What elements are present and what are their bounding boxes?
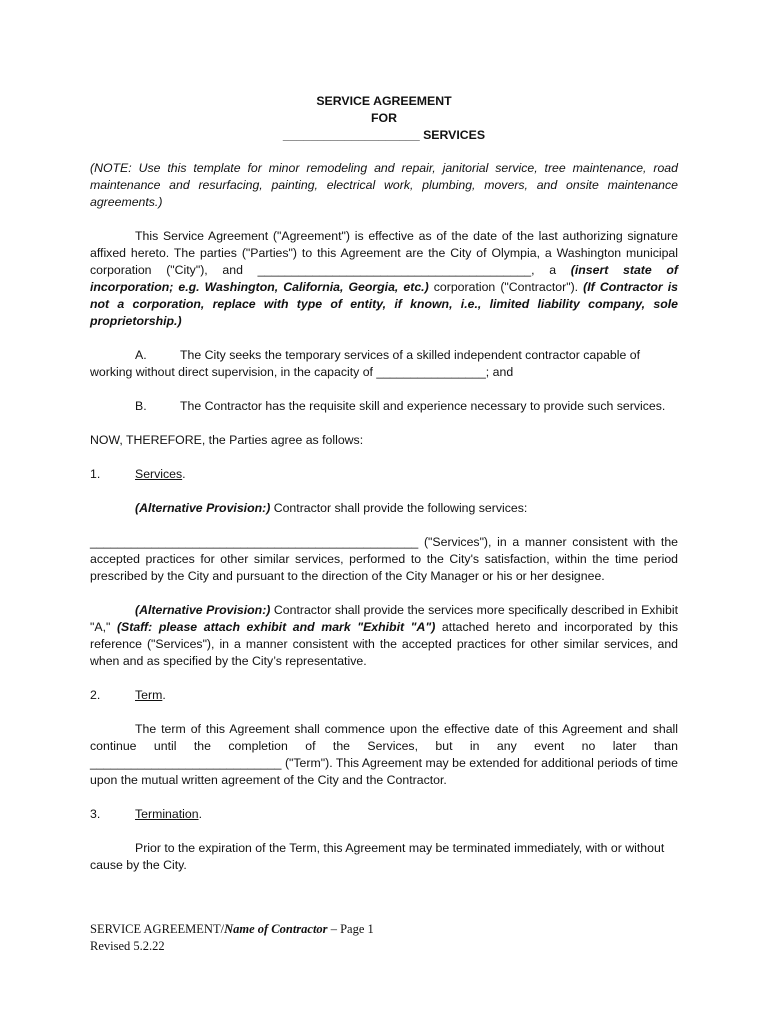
section-1-alternative-2 [90,602,678,670]
intro-text-1: This Service Agreement ("Agreement") is effective as of the date of the last authorizing signature affixed hereto. The parties ("Parties") to this Agreement are the City of Olympia, a Washington municipal corporation ("City"), and ________________________________________, a [90,229,678,277]
title-line-3: ____________________ SERVICES [282,128,486,142]
document-body [90,93,678,874]
alt-provision-2-label: (Alternative Provision:) [135,603,271,617]
recital-b-letter: B. [135,399,147,413]
alt-provision-2-text-2: attached hereto and incorporated by this reference ("Services"), in a manner consistent with the accepted practices for other similar services, and when and as specified by the City’s representative. [90,620,678,668]
footer-revised: Revised 5.2.22 [90,939,165,953]
footer-line-1 [90,921,374,938]
template-note: (NOTE: Use this template for minor remodeling and repair, janitorial service, tree maintenance, road maintenance and resurfacing, painting, electrical work, plumbing, movers, and onsite maintenance agreements.) [90,161,678,209]
section-1-alternative-1 [90,500,678,517]
section-2-body: The term of this Agreement shall commence upon the effective date of this Agreement and shall continue until the completion of the Services, but in any event no later than ____________________________ ("Term"). This Agreement may be extended for additional periods of time upon the mutual written agreement of the City and the Contractor. [90,722,678,787]
intro-paragraph [90,228,678,330]
section-1-heading: 1. Services. [90,467,186,481]
recital-a [90,347,678,381]
alt-provision-2-text-1: Contractor shall provide the services more specifically described in Exhibit "A," [90,603,678,634]
section-3-number: 3. [90,807,101,821]
intro-instruction-2: (If Contractor is not a corporation, replace with type of entity, if known, i.e., limited liability company, sole proprietorship.) [90,280,678,328]
now-therefore: NOW, THEREFORE, the Parties agree as follows: [90,433,364,447]
section-3-body: Prior to the expiration of the Term, this Agreement may be terminated immediately, with or without cause by the City. [90,841,665,872]
recital-a-text: The City seeks the temporary services of a skilled independent contractor capable of working without direct supervision, in the capacity of ________________; and [90,348,641,379]
footer-contractor-name: Name of Contractor [224,922,328,936]
section-3-title: Termination [135,807,199,821]
footer-page-number: – Page 1 [327,922,374,936]
section-2-title: Term [135,688,163,702]
section-2-number: 2. [90,688,101,702]
recital-a-letter: A. [135,348,147,362]
title-line-2: FOR [371,111,397,125]
intro-text-2: corporation ("Contractor"). [428,280,584,294]
section-2-heading: 2. Term. [90,688,166,702]
document-title [90,93,678,144]
footer-prefix: SERVICE AGREEMENT/ [90,922,225,936]
page-footer [90,921,374,955]
intro-instruction-1: (insert state of incorporation; e.g. Washington, California, Georgia, etc.) [90,263,678,294]
section-1-services-body: ________________________________________________ ("Services"), in a manner consistent with the accepted practices for other similar services, performed to the City's satisfaction, within the time period prescribed by the City and pursuant to the direction of the City Manager or his or her designee. [90,535,678,583]
section-1-number: 1. [90,467,101,481]
title-line-1: SERVICE AGREEMENT [316,94,452,108]
alt-provision-1-label: (Alternative Provision:) [135,501,271,515]
alt-provision-1-text: Contractor shall provide the following services: [270,501,528,515]
section-3-heading: 3. Termination. [90,807,202,821]
recital-b-text: The Contractor has the requisite skill and experience necessary to provide such services. [180,399,666,413]
recital-b [90,398,678,415]
alt-provision-2-staff-note: (Staff: please attach exhibit and mark "Exhibit "A") [116,620,436,634]
section-1-title: Services [135,467,183,481]
